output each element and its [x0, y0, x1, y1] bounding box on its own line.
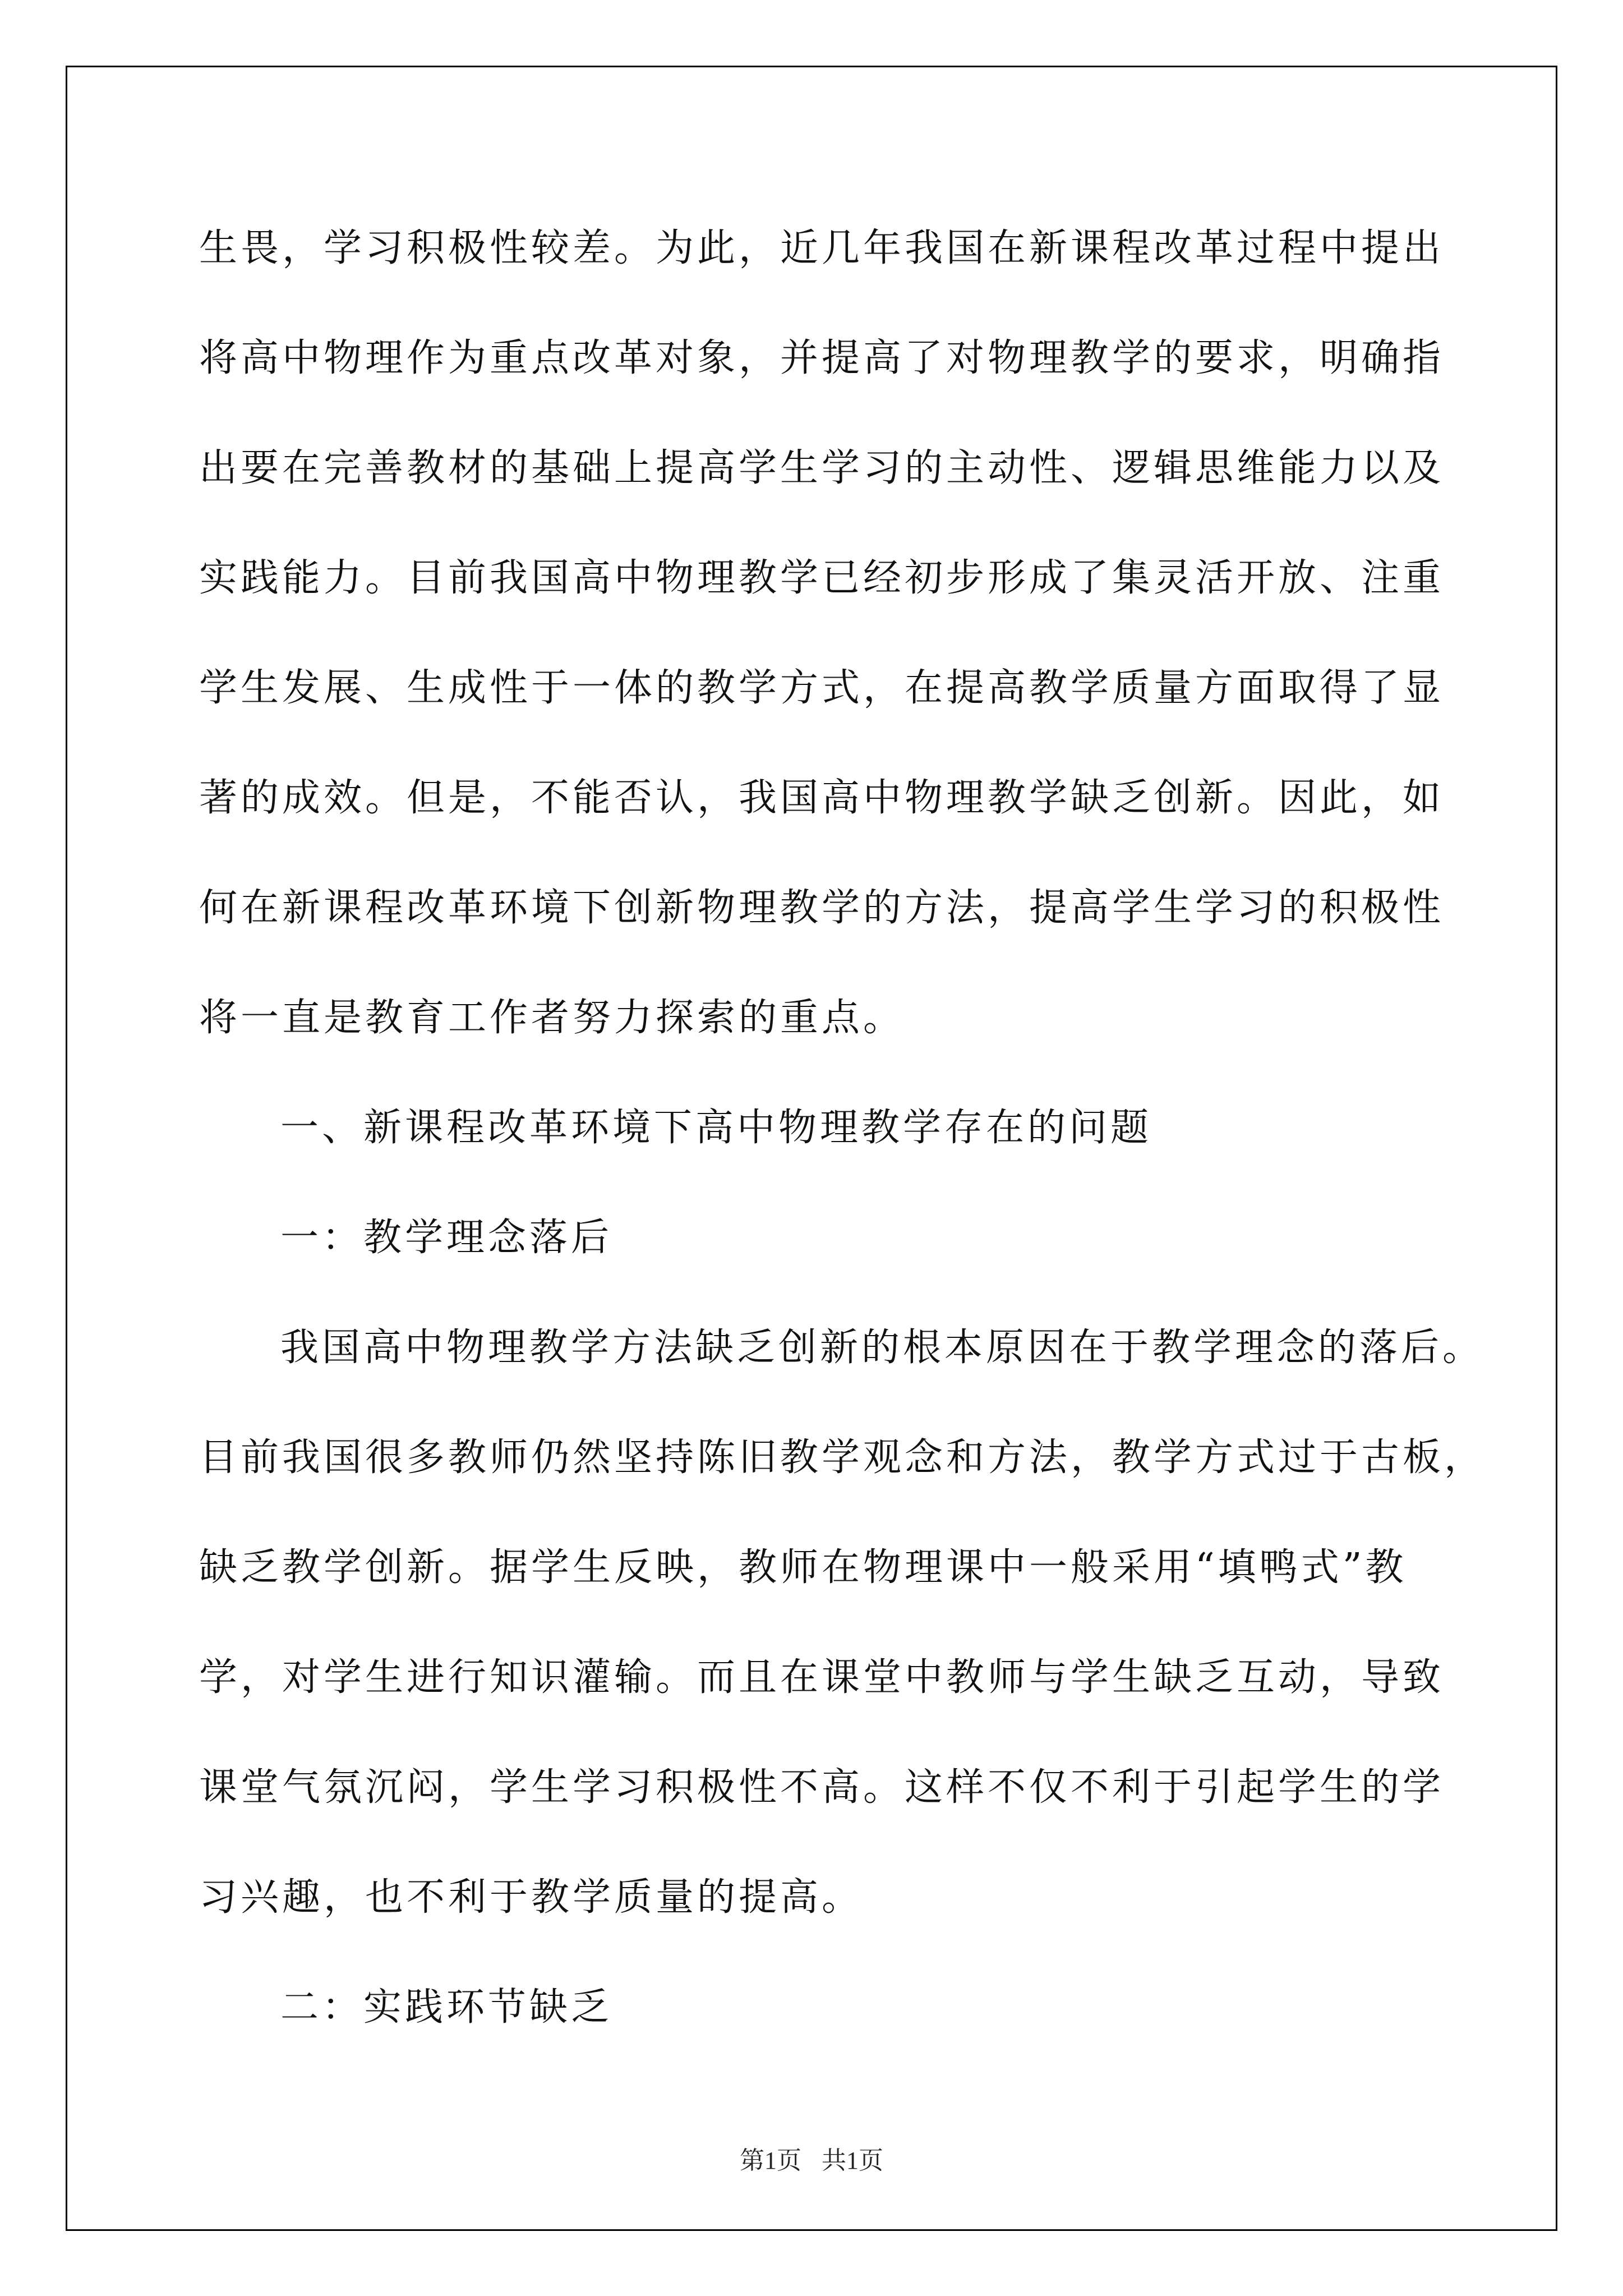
- body-line: 生畏，学习积极性较差。为此，近几年我国在新课程改革过程中提出: [199, 226, 1445, 270]
- document-body: [199, 194, 1486, 2063]
- total-pages: 共1页: [822, 2147, 883, 2174]
- section-heading: 一、新课程改革环境下高中物理教学存在的问题: [280, 1106, 1152, 1150]
- body-line: 我国高中物理教学方法缺乏创新的根本原因在于教学理念的落后。: [280, 1326, 1484, 1370]
- body-line: 习兴趣，也不利于教学质量的提高。: [199, 1875, 864, 1920]
- body-line: 学生发展、生成性于一体的教学方式，在提高教学质量方面取得了显: [199, 666, 1445, 710]
- subsection-heading: 一：教学理念落后: [280, 1216, 613, 1260]
- body-line: 目前我国很多教师仍然坚持陈旧教学观念和方法，教学方式过于古板，: [199, 1435, 1486, 1480]
- body-line: 著的成效。但是，不能否认，我国高中物理教学缺乏创新。因此，如: [199, 776, 1445, 820]
- body-line: 学，对学生进行知识灌输。而且在课堂中教师与学生缺乏互动，导致: [199, 1655, 1445, 1700]
- subsection-heading: 二：实践环节缺乏: [280, 1985, 613, 2030]
- body-line: 课堂气氛沉闷，学生学习积极性不高。这样不仅不利于引起学生的学: [199, 1765, 1445, 1810]
- page-footer: [0, 2140, 1623, 2176]
- body-line: 何在新课程改革环境下创新物理教学的方法，提高学生学习的积极性: [199, 886, 1445, 930]
- body-line: 实践能力。目前我国高中物理教学已经初步形成了集灵活开放、注重: [199, 556, 1445, 600]
- body-line: 将一直是教育工作者努力探索的重点。: [199, 996, 905, 1040]
- body-line: 出要在完善教材的基础上提高学生学习的主动性、逻辑思维能力以及: [199, 446, 1445, 490]
- body-line: 将高中物理作为重点改革对象，并提高了对物理教学的要求，明确指: [199, 336, 1445, 380]
- page-number: 第1页: [740, 2147, 801, 2174]
- body-line: 缺乏教学创新。据学生反映，教师在物理课中一般采用“填鸭式”教: [199, 1545, 1407, 1590]
